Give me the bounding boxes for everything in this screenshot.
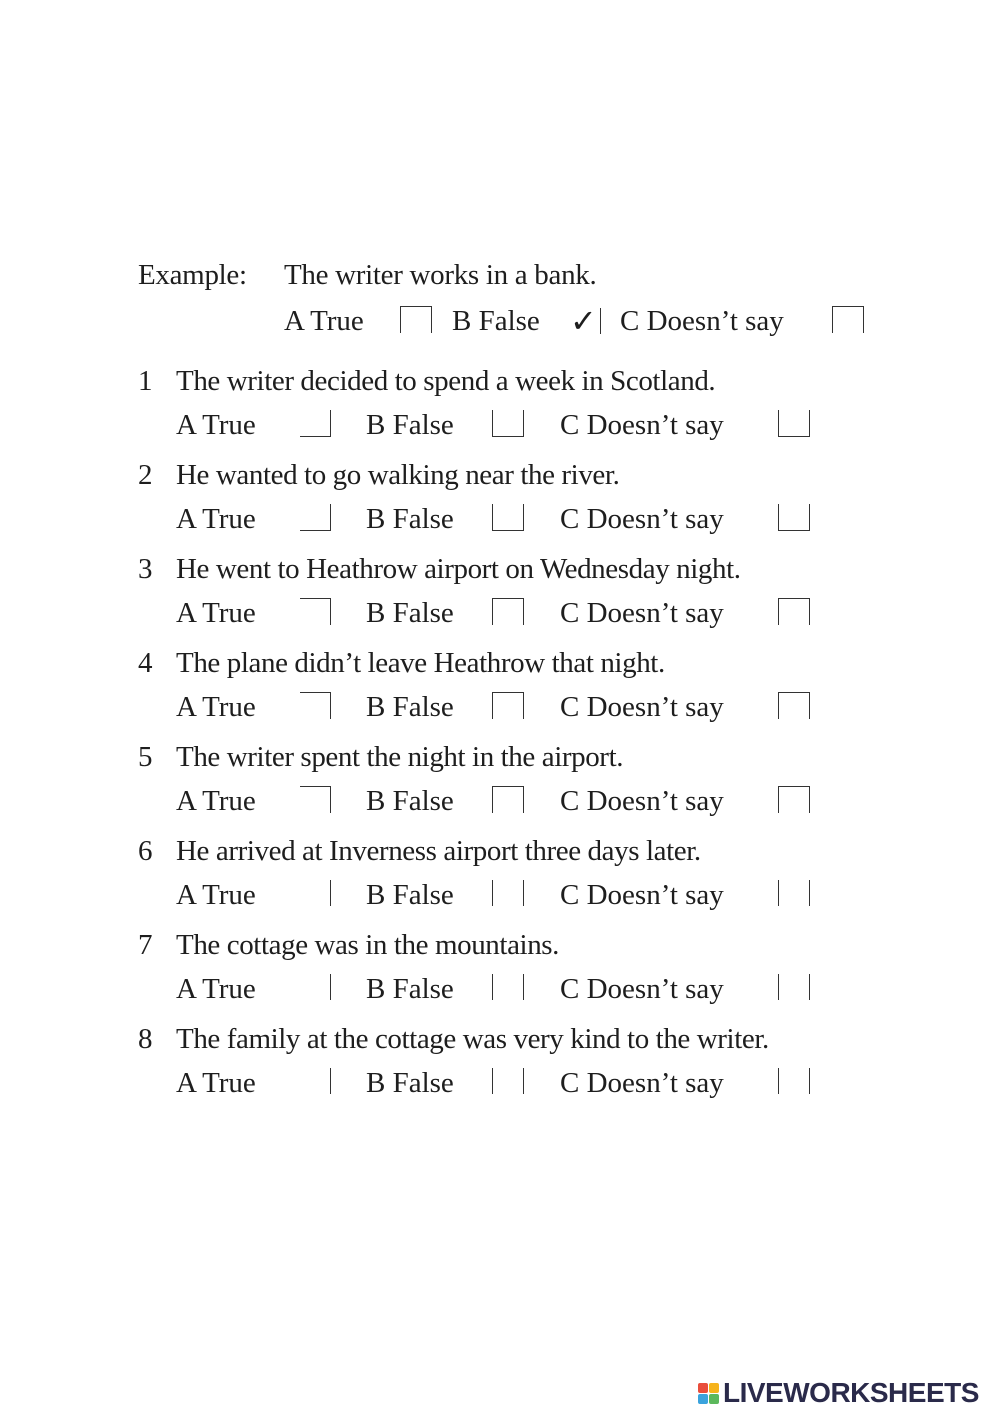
option-c-label: C Doesn’t say	[560, 973, 724, 1005]
question-statement: He arrived at Inverness airport three days later.	[176, 835, 701, 867]
option-b-label: B False	[366, 785, 454, 817]
question-number: 1	[138, 365, 153, 397]
option-c-box[interactable]	[778, 692, 810, 719]
question-statement: The writer decided to spend a week in Scotland.	[176, 365, 716, 397]
example-options	[0, 304, 1000, 340]
option-b-box[interactable]	[492, 504, 524, 531]
option-c-box[interactable]	[778, 786, 810, 813]
question-number: 8	[138, 1023, 153, 1055]
option-c-label: C Doesn’t say	[560, 409, 724, 441]
option-b-label: B False	[366, 1067, 454, 1099]
example-option-c-label: C Doesn’t say	[620, 305, 784, 337]
example-option-a-label: A True	[284, 305, 364, 337]
option-a-label: A True	[176, 785, 256, 817]
question-number: 4	[138, 647, 153, 679]
option-b-box[interactable]	[492, 880, 524, 906]
option-a-box[interactable]	[300, 692, 331, 719]
option-a-label: A True	[176, 409, 256, 441]
option-c-label: C Doesn’t say	[560, 785, 724, 817]
option-a-label: A True	[176, 503, 256, 535]
option-c-label: C Doesn’t say	[560, 503, 724, 535]
option-a-box[interactable]	[300, 504, 331, 531]
option-a-box[interactable]	[300, 1068, 331, 1094]
option-a-box[interactable]	[300, 974, 331, 1000]
question-options	[0, 878, 1000, 914]
option-c-label: C Doesn’t say	[560, 879, 724, 911]
option-b-box[interactable]	[492, 410, 524, 437]
question-options	[0, 596, 1000, 632]
question-options	[0, 408, 1000, 444]
option-b-label: B False	[366, 409, 454, 441]
question-number: 5	[138, 741, 153, 773]
question-statement: The writer spent the night in the airport.	[176, 741, 624, 773]
option-c-label: C Doesn’t say	[560, 597, 724, 629]
option-c-box[interactable]	[778, 974, 810, 1000]
option-b-label: B False	[366, 879, 454, 911]
question-number: 6	[138, 835, 153, 867]
example-option-c-box[interactable]	[832, 306, 864, 333]
option-b-box[interactable]	[492, 692, 524, 719]
option-a-box[interactable]	[300, 598, 331, 625]
option-b-box[interactable]	[492, 786, 524, 813]
option-b-box[interactable]	[492, 974, 524, 1000]
brand-name: LIVEWORKSHEETS	[723, 1377, 979, 1408]
question-options	[0, 502, 1000, 538]
question-statement: The cottage was in the mountains.	[176, 929, 560, 961]
option-c-box[interactable]	[778, 598, 810, 625]
option-a-box[interactable]	[300, 410, 331, 437]
option-c-label: C Doesn’t say	[560, 691, 724, 723]
example-statement: The writer works in a bank.	[284, 259, 597, 291]
option-a-box[interactable]	[300, 880, 331, 906]
option-c-label: C Doesn’t say	[560, 1067, 724, 1099]
option-b-label: B False	[366, 691, 454, 723]
question-statement: The family at the cottage was very kind to the writer.	[176, 1023, 769, 1055]
question-options	[0, 972, 1000, 1008]
question-statement: The plane didn’t leave Heathrow that night.	[176, 647, 665, 679]
check-icon: ✓	[570, 302, 597, 340]
question-number: 3	[138, 553, 153, 585]
question-options	[0, 784, 1000, 820]
option-b-label: B False	[366, 973, 454, 1005]
option-a-label: A True	[176, 1067, 256, 1099]
option-a-label: A True	[176, 973, 256, 1005]
option-a-label: A True	[176, 597, 256, 629]
question-number: 2	[138, 459, 153, 491]
example-label: Example:	[138, 259, 247, 291]
option-b-box[interactable]	[492, 598, 524, 625]
option-b-box[interactable]	[492, 1068, 524, 1094]
question-statement: He went to Heathrow airport on Wednesday night.	[176, 553, 741, 585]
logo-icon	[698, 1383, 719, 1404]
option-c-box[interactable]	[778, 410, 810, 437]
option-c-box[interactable]	[778, 880, 810, 906]
brand-logo	[698, 1376, 979, 1410]
question-statement: He wanted to go walking near the river.	[176, 459, 620, 491]
question-number: 7	[138, 929, 153, 961]
option-a-box[interactable]	[300, 786, 331, 813]
question-options	[0, 1066, 1000, 1102]
option-c-box[interactable]	[778, 504, 810, 531]
option-b-label: B False	[366, 503, 454, 535]
option-c-box[interactable]	[778, 1068, 810, 1094]
question-options	[0, 690, 1000, 726]
example-option-b-box[interactable]	[570, 302, 601, 340]
option-a-label: A True	[176, 879, 256, 911]
option-b-label: B False	[366, 597, 454, 629]
example-option-b-label: B False	[452, 305, 540, 337]
example-option-a-box[interactable]	[400, 306, 432, 333]
option-a-label: A True	[176, 691, 256, 723]
